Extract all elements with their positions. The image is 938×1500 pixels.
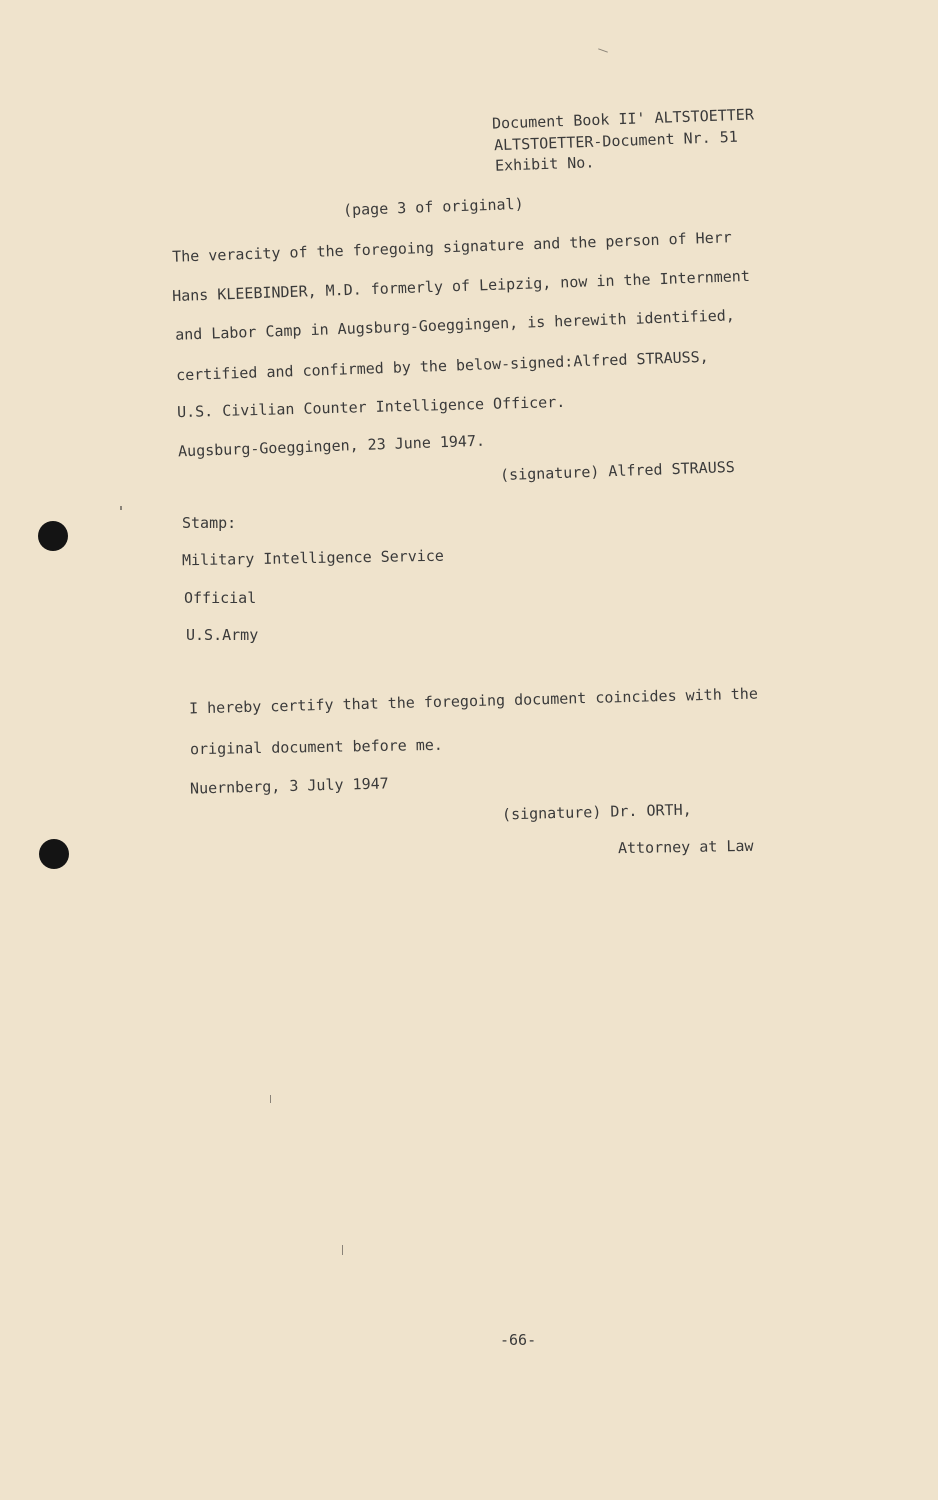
body-line: U.S. Civilian Counter Intelligence Officer. [176,392,566,422]
certification-line: I hereby certify that the foregoing document coincides with the [188,684,759,718]
signature-orth: (signature) Dr. ORTH, [501,800,692,824]
header-document-book: Document Book II' ALTSTOETTER [491,105,755,133]
body-line: Hans KLEEBINDER, M.D. formerly of Leipzig, now in the Internment [171,266,751,306]
signature-strauss: (signature) Alfred STRAUSS [499,457,736,485]
stamp-line: Military Intelligence Service [181,546,445,570]
punch-hole-top [38,521,68,551]
stamp-heading: Stamp: [182,514,237,532]
certification-line: original document before me. [189,735,444,759]
body-line: and Labor Camp in Augsburg-Goeggingen, is herewith identified, [174,306,736,344]
stamp-line: Official [184,589,257,607]
paper-speck [598,48,608,52]
page-of-original-note: (page 3 of original) [342,194,524,220]
punch-hole-bottom [39,839,69,869]
body-line: The veracity of the foregoing signature and the person of Herr [171,228,733,266]
page-number: -66- [500,1331,537,1349]
paper-speck [342,1245,343,1255]
paper-speck [270,1095,271,1103]
header-document-number: ALTSTOETTER-Document Nr. 51 [493,127,739,155]
place-date-augsburg: Augsburg-Goeggingen, 23 June 1947. [177,431,486,461]
stamp-line: U.S.Army [186,626,259,644]
signature-orth-title: Attorney at Law [617,836,754,858]
body-line: certified and confirmed by the below-signed:Alfred STRAUSS, [175,347,709,385]
paper-speck [120,506,122,510]
place-date-nuernberg: Nuernberg, 3 July 1947 [189,774,389,798]
header-exhibit-number: Exhibit No. [494,153,595,175]
